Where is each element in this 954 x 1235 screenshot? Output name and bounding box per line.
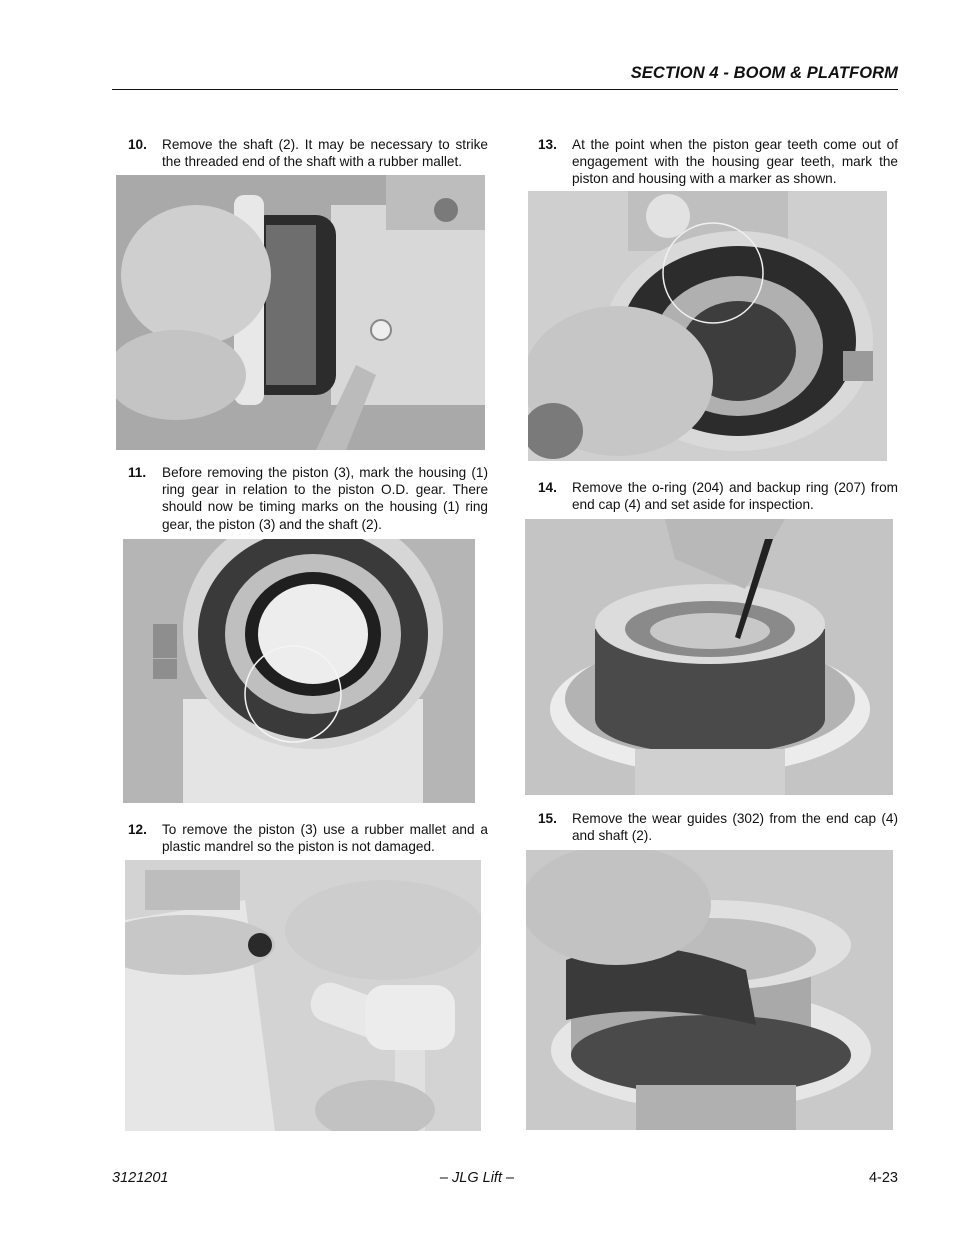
step-number: 13. bbox=[538, 137, 557, 152]
step-number: 12. bbox=[128, 822, 147, 837]
step-text: Before removing the piston (3), mark the housing (1) ring gear in relation to the piston O.D. gear. There should now be timing marks on the housing (1) ring gear, the piston (3) and the shaft (2). bbox=[162, 465, 488, 532]
step-13 bbox=[538, 136, 898, 188]
step-15 bbox=[538, 810, 898, 844]
step-text: Remove the wear guides (302) from the end cap (4) and shaft (2). bbox=[572, 811, 898, 844]
step-12 bbox=[128, 821, 488, 855]
step-text: At the point when the piston gear teeth come out of engagement with the housing gear teeth, mark the piston and housing with a marker as shown. bbox=[572, 137, 898, 187]
photo-remove-shaft bbox=[116, 175, 485, 450]
step-number: 10. bbox=[128, 137, 147, 152]
header-divider bbox=[112, 89, 898, 90]
photo-timing-marks bbox=[123, 539, 475, 803]
step-text: To remove the piston (3) use a rubber mallet and a plastic mandrel so the piston is not damaged. bbox=[162, 822, 488, 855]
photo-mark-piston-housing bbox=[528, 191, 887, 461]
page-number: 4-23 bbox=[868, 1170, 898, 1186]
step-number: 11. bbox=[128, 465, 147, 480]
step-text: Remove the o-ring (204) and backup ring (207) from end cap (4) and set aside for inspection. bbox=[572, 480, 898, 513]
photo-remove-piston-mallet bbox=[125, 860, 481, 1131]
step-number: 14. bbox=[538, 480, 557, 495]
company-name: – JLG Lift – bbox=[439, 1170, 515, 1186]
document-number: 3121201 bbox=[112, 1170, 169, 1186]
photo-remove-o-ring bbox=[525, 519, 893, 795]
photo-remove-wear-guides bbox=[526, 850, 893, 1130]
step-text: Remove the shaft (2). It may be necessary to strike the threaded end of the shaft with a rubber mallet. bbox=[162, 137, 488, 170]
step-11 bbox=[128, 464, 488, 533]
step-10 bbox=[128, 136, 488, 170]
section-title: SECTION 4 - BOOM & PLATFORM bbox=[630, 64, 898, 82]
step-14 bbox=[538, 479, 898, 513]
step-number: 15. bbox=[538, 811, 557, 826]
